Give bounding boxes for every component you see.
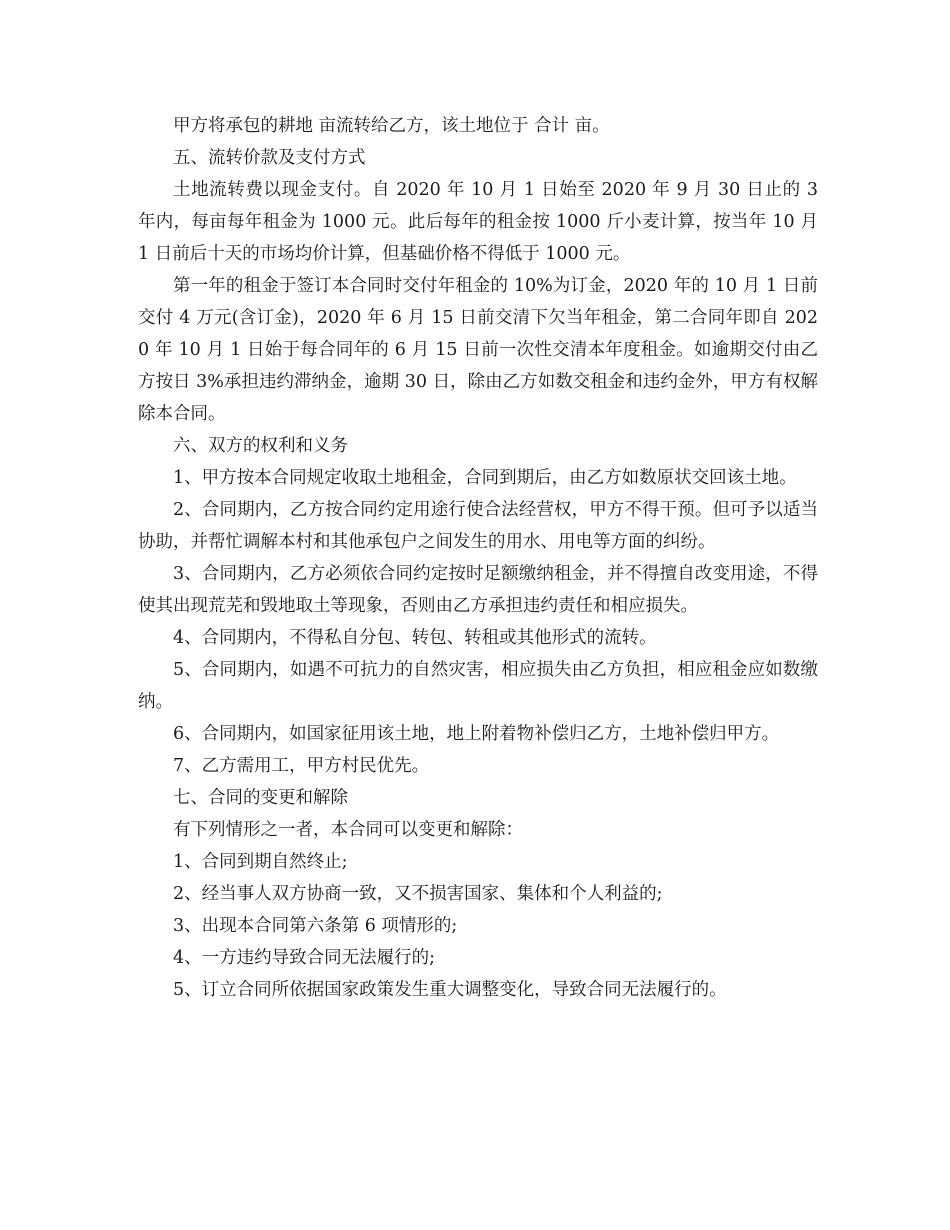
section-heading-6: 六、双方的权利和义务 [173,436,348,456]
clause-6-6: 6、合同期内，如国家征用该土地，地上附着物补偿归乙方，土地补偿归甲方。 [173,724,780,744]
clause-7-1: 1、合同到期自然终止; [173,852,348,872]
clause-7-3: 3、出现本合同第六条第 6 项情形的; [173,916,458,936]
clause-6-4: 4、合同期内，不得私自分包、转包、转租或其他形式的流转。 [173,628,657,648]
clause-6-2: 2、合同期内，乙方按合同约定用途行使合法经营权，甲方不得干预。但可予以适当协助，并帮忙调解本村和其他承包户之间发生的用水、用电等方面的纠纷。 [138,500,818,552]
paragraph-transfer-fee: 土地流转费以现金支付。自 2020 年 10 月 1 日始至 2020 年 9 月 30 日止的 3 年内，每亩每年租金为 1000 元。此后每年的租金按 1000 斤小麦计算，按当年 10 月 1 日前后十天的市场均价计算，但基础价格不得低于 1000 元。 [138,180,818,264]
paragraph-first-year-rent: 第一年的租金于签订本合同时交付年租金的 10%为订金，2020 年的 10 月 1 日前交付 4 万元(含订金)，2020 年 6 月 15 日前交清下欠当年租金，第二合同年即自 2020 年 10 月 1 日始于每合同年的 6 月 15 日前一次性交清本年度租金。如逾期交付由乙方按日 3%承担违约滞纳金，逾期 30 日，除由乙方如数交租金和违约金外，甲方有权解除本合同。 [138,276,818,424]
clause-7-2: 2、经当事人双方协商一致，又不损害国家、集体和个人利益的; [173,884,663,904]
clause-6-5: 5、合同期内，如遇不可抗力的自然灾害，相应损失由乙方负担，相应租金应如数缴纳。 [138,660,818,712]
paragraph-land-transfer: 甲方将承包的耕地 亩流转给乙方，该土地位于 合计 亩。 [173,116,610,136]
clause-7-5: 5、订立合同所依据国家政策发生重大调整变化，导致合同无法履行的。 [173,980,727,1000]
clause-6-3: 3、合同期内，乙方必须依合同约定按时足额缴纳租金，并不得擅自改变用途，不得使其出现荒芜和毁地取土等现象，否则由乙方承担违约责任和相应损失。 [138,564,818,616]
section-heading-5: 五、流转价款及支付方式 [173,148,366,168]
document-body [138,110,818,1006]
clause-6-7: 7、乙方需用工，甲方村民优先。 [173,756,430,776]
clause-6-1: 1、甲方按本合同规定收取土地租金，合同到期后，由乙方如数原状交回该土地。 [173,468,797,488]
section-heading-7: 七、合同的变更和解除 [173,788,348,808]
clause-7-4: 4、一方违约导致合同无法履行的; [173,948,436,968]
paragraph-change-conditions: 有下列情形之一者，本合同可以变更和解除： [173,820,523,840]
